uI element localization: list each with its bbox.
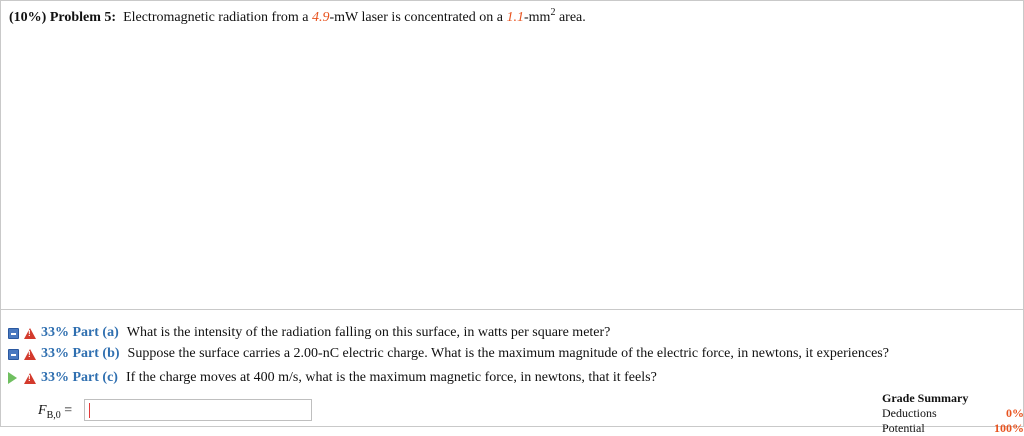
- part-c-row[interactable]: [8, 370, 657, 386]
- part-b-percent: 33% Part (b): [41, 346, 120, 361]
- warning-icon: !: [24, 328, 36, 339]
- grade-potential-row: [882, 421, 1024, 436]
- completed-status-icon[interactable]: [8, 328, 19, 339]
- answer-input[interactable]: [84, 399, 312, 421]
- play-arrow-icon[interactable]: [8, 372, 17, 384]
- problem-text-after: area.: [555, 10, 586, 25]
- deductions-label: Deductions: [882, 406, 937, 420]
- problem-text-before: Electromagnetic radiation from a: [123, 10, 312, 25]
- completed-status-icon[interactable]: [8, 349, 19, 360]
- part-a-percent: 33% Part (a): [41, 325, 119, 340]
- part-b-row[interactable]: [8, 346, 889, 362]
- problem-statement: [9, 7, 586, 26]
- answer-variable-label: $F_{B,0}$ =: [38, 403, 73, 421]
- power-value: 4.9: [311, 10, 330, 25]
- power-unit: -mW laser is concentrated on a: [329, 10, 507, 25]
- part-c-question: If the charge moves at 400 m/s, what is the maximum magnetic force, in newtons, that it feels?: [125, 370, 657, 385]
- problem-label: Problem 5:: [49, 10, 117, 25]
- part-b-question: Suppose the surface carries a 2.00-nC electric charge. What is the maximum magnitude of the electric force, in newtons, it experiences?: [127, 346, 889, 361]
- part-a-row[interactable]: [8, 325, 610, 341]
- area-exponent: 2: [550, 7, 556, 18]
- problem-weight: (10%): [9, 10, 47, 25]
- problem-statement-box: [1, 1, 1023, 310]
- warning-icon: !: [24, 373, 36, 384]
- part-a-question: What is the intensity of the radiation falling on this surface, in watts per square meter?: [126, 325, 611, 340]
- potential-label: Potential: [882, 421, 925, 435]
- area-unit: -mm: [524, 10, 551, 25]
- grade-deductions-row: [882, 406, 1024, 421]
- warning-icon: !: [24, 349, 36, 360]
- potential-value: 100%: [994, 421, 1024, 435]
- text-caret: [89, 403, 90, 418]
- grade-summary-title: Grade Summary: [882, 391, 969, 405]
- area-value: 1.1: [506, 10, 524, 25]
- part-c-percent: 33% Part (c): [41, 370, 118, 385]
- deductions-value: 0%: [1006, 406, 1024, 420]
